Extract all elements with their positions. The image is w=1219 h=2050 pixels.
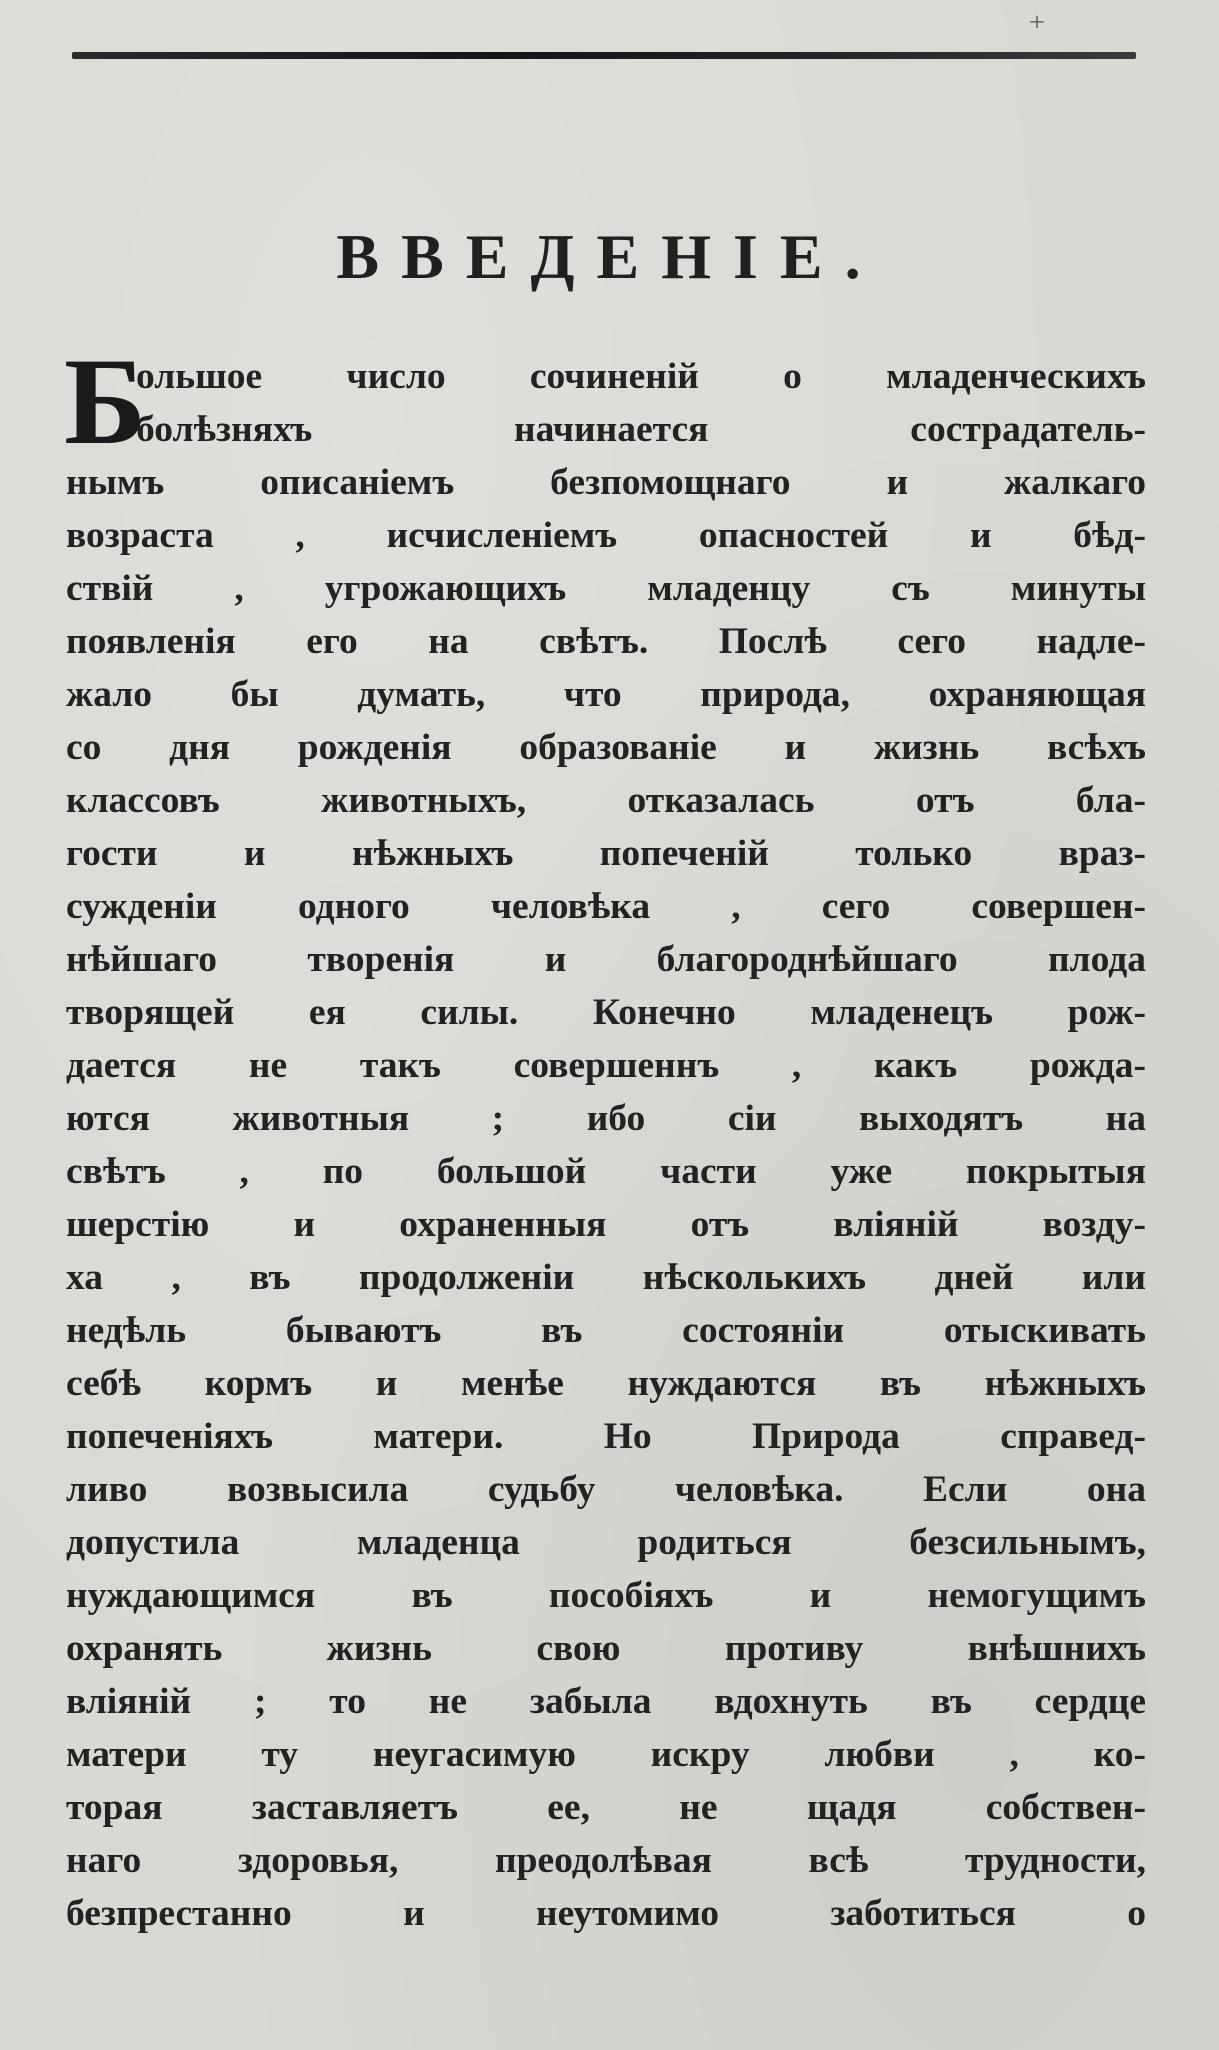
drop-cap-letter: Б xyxy=(64,333,146,470)
text-line: появленія его на свѣтъ. Послѣ сего надле- xyxy=(66,621,1146,662)
text-line: недѣль бываютъ въ состояніи отыскивать xyxy=(66,1310,1146,1351)
text-line: ливо возвысила судьбу человѣка. Если она xyxy=(66,1469,1146,1510)
text-line: попеченіяхъ матери. Но Природа справед- xyxy=(66,1416,1146,1457)
text-line: нуждающимся въ пособіяхъ и немогущимъ xyxy=(66,1575,1146,1616)
text-line: допустила младенца родиться безсильнымъ, xyxy=(66,1522,1146,1563)
text-line: шерстію и охраненныя отъ вліяній возду- xyxy=(66,1204,1146,1245)
text-line: торая заставляетъ ее, не щадя собствен- xyxy=(66,1787,1146,1828)
text-line: нымъ описаніемъ безпомощнаго и жалкаго xyxy=(66,462,1146,503)
text-line: классовъ животныхъ, отказалась отъ бла- xyxy=(66,780,1146,821)
text-line: наго здоровья, преодолѣвая всѣ трудности, xyxy=(66,1840,1146,1881)
text-line: охранять жизнь свою противу внѣшнихъ xyxy=(66,1628,1146,1669)
text-line: жало бы думать, что природа, охраняющая xyxy=(66,674,1146,715)
text-line: сужденіи одного человѣка , сего совершен- xyxy=(66,886,1146,927)
corner-mark-icon: ⁺ xyxy=(1028,8,1046,48)
text-line: гости и нѣжныхъ попеченій только враз- xyxy=(66,833,1146,874)
page-title: ВВЕДЕНІЕ. xyxy=(336,221,883,292)
body-text xyxy=(64,333,1146,1940)
text-line: дается не такъ совершеннъ , какъ рожда- xyxy=(66,1045,1146,1086)
text-line: ются животныя ; ибо сіи выходятъ на xyxy=(66,1098,1146,1139)
top-rule xyxy=(72,52,1136,59)
text-line: безпрестанно и неутомимо заботиться о xyxy=(66,1893,1146,1934)
text-line: ствій , угрожающихъ младенцу съ минуты xyxy=(66,568,1146,609)
text-line: свѣтъ , по большой части уже покрытыя xyxy=(66,1151,1146,1192)
text-line: творящей ея силы. Конечно младенецъ рож- xyxy=(66,992,1146,1033)
text-line: нѣйшаго творенія и благороднѣйшаго плода xyxy=(66,939,1146,980)
text-line: матери ту неугасимую искру любви , ко- xyxy=(66,1734,1146,1775)
text-line: со дня рожденія образованіе и жизнь всѣхъ xyxy=(66,727,1146,768)
text-line: вліяній ; то не забыла вдохнуть въ сердце xyxy=(66,1681,1146,1722)
text-line: себѣ кормъ и менѣе нуждаются въ нѣжныхъ xyxy=(66,1363,1146,1404)
text-line: болѣзняхъ начинается сострадатель- xyxy=(136,409,1146,450)
text-line: возраста , исчисленіемъ опасностей и бѣд- xyxy=(66,515,1146,556)
text-line: ольшое число сочиненій о младенческихъ xyxy=(136,356,1146,397)
text-line: ха , въ продолженіи нѣсколькихъ дней или xyxy=(66,1257,1146,1298)
